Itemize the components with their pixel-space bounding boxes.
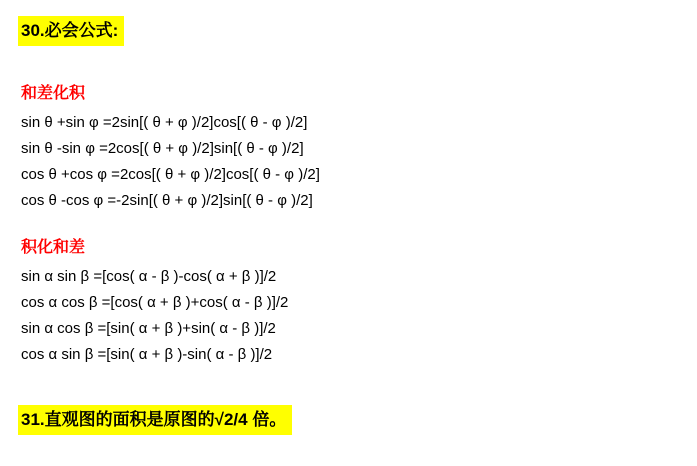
heading-item-31: 31.直观图的面积是原图的√2/4 倍。 — [18, 405, 292, 435]
section-title-sum-to-product: 和差化积 — [21, 85, 86, 102]
formula-line: cos α sin β =[sin( α + β )-sin( α - β )]/2 — [21, 346, 273, 363]
heading-item-30: 30.必会公式: — [18, 16, 124, 46]
section-title-product-to-sum: 积化和差 — [21, 239, 86, 256]
formula-line: sin θ +sin φ =2sin[( θ + φ )/2]cos[( θ - φ )/2] — [21, 114, 308, 131]
formula-line: sin α sin β =[cos( α - β )-cos( α + β )]/2 — [21, 268, 277, 285]
formula-line: cos θ +cos φ =2cos[( θ + φ )/2]cos[( θ - φ )/2] — [21, 166, 320, 183]
formula-line: cos θ -cos φ =-2sin[( θ + φ )/2]sin[( θ - φ )/2] — [21, 192, 313, 209]
formula-list-sum-to-product — [21, 110, 320, 214]
formula-line: sin θ -sin φ =2cos[( θ + φ )/2]sin[( θ - φ )/2] — [21, 140, 304, 157]
formula-line: sin α cos β =[sin( α + β )+sin( α - β )]/2 — [21, 320, 276, 337]
formula-line: cos α cos β =[cos( α + β )+cos( α - β )]/2 — [21, 294, 289, 311]
formula-list-product-to-sum — [21, 264, 288, 368]
